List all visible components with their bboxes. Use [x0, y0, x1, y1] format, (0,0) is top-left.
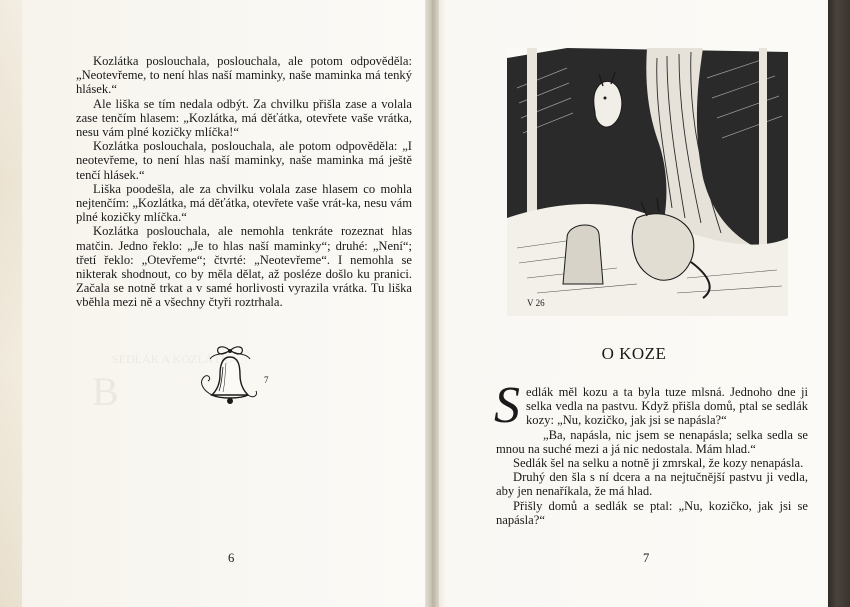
right-page-text: [494, 377, 808, 527]
paragraph: Kozlátka poslouchala, ale nemohla tenkráte rozeznat hlas matčin. Jedno řeklo: „Je to hlas naší maminky“; druhé: „Není“; třetí řeklo: „Otevřeme“; čtvrté: „Neotevřeme“. I nemohla se nikterak shodnout, co by měla dělat, až posléze došlo ku pranici. Začala se notně trkat a v samé horlivosti vyrazila vrátka. Tu liška vběhla mezi ně a všechny čtyři roztrhala.: [76, 224, 412, 310]
scanner-edge: [828, 0, 850, 607]
paragraph: Liška poodešla, ale za chvilku volala zase hlasem co mohla nejtenčím: „Kozlátka, má děťátka, otevřete vaše vrát-ka, nesu vám plné kozičky mlíčka.“: [76, 181, 412, 225]
left-page-text: [76, 54, 412, 310]
right-page: [439, 0, 829, 607]
paragraph-text: edlák měl kozu a ta byla tuze mlsná. Jednoho dne ji selka vedla na pastvu. Když přišla domů, ptal se sedlák kozy: „Nu, kozičko, jak jsi se napásla?“: [526, 385, 808, 428]
left-page: [22, 0, 425, 607]
show-through-text: SEDLÁK A KOZLÁTKA: [112, 352, 238, 366]
paragraph: Kozlátka poslouchala, poslouchala, ale potom odpověděla: „Neotevřeme, to není hlas naší maminky, naše maminka má tenký hlásek.“: [76, 54, 412, 97]
story-title: O KOZE: [601, 344, 667, 363]
paragraph: Ale liška se tím nedala odbýt. Za chvilku přišla zase a volala zase tenčím hlasem: „Kozlátka, má děťátka, otevřete vaše vrátka, nesu vám plné kozičky mlíčka!“: [76, 96, 412, 140]
paragraph: „Ba, napásla, nic jsem se nenapásla; selka sedla se mnou na suché mezi a já nic nedostala. Mám hlad.“: [496, 427, 808, 456]
illustration-signature: V 26: [527, 298, 545, 308]
ornament-number: 7: [264, 375, 269, 385]
drop-cap: S: [494, 377, 520, 434]
page-number: 7: [643, 551, 650, 565]
show-through-text: B: [92, 369, 119, 414]
book-gutter: [425, 0, 439, 607]
forest-goat-fox-illustration: [507, 48, 788, 316]
first-paragraph: [494, 377, 808, 434]
paragraph: Přišly domů a sedlák se ptal: „Nu, kozičko, jak jsi se napásla?“: [496, 498, 808, 527]
paragraph: Sedlák šel na selku a notně ji zmrskal, že kozy nenapásla.: [513, 456, 804, 471]
paragraph: Kozlátka poslouchala, poslouchala, ale potom odpověděla: „I neotevřeme, to není hlas naší maminky, naše maminka má ještě tenčí hlásek.“: [76, 139, 412, 182]
paper-stain: [0, 0, 22, 607]
paragraph: Druhý den šla s ní dcera a na nejtučnější pastvu ji vedla, aby jen nenaříkala, že má hlad.: [496, 470, 808, 499]
page-number: 6: [228, 551, 235, 565]
